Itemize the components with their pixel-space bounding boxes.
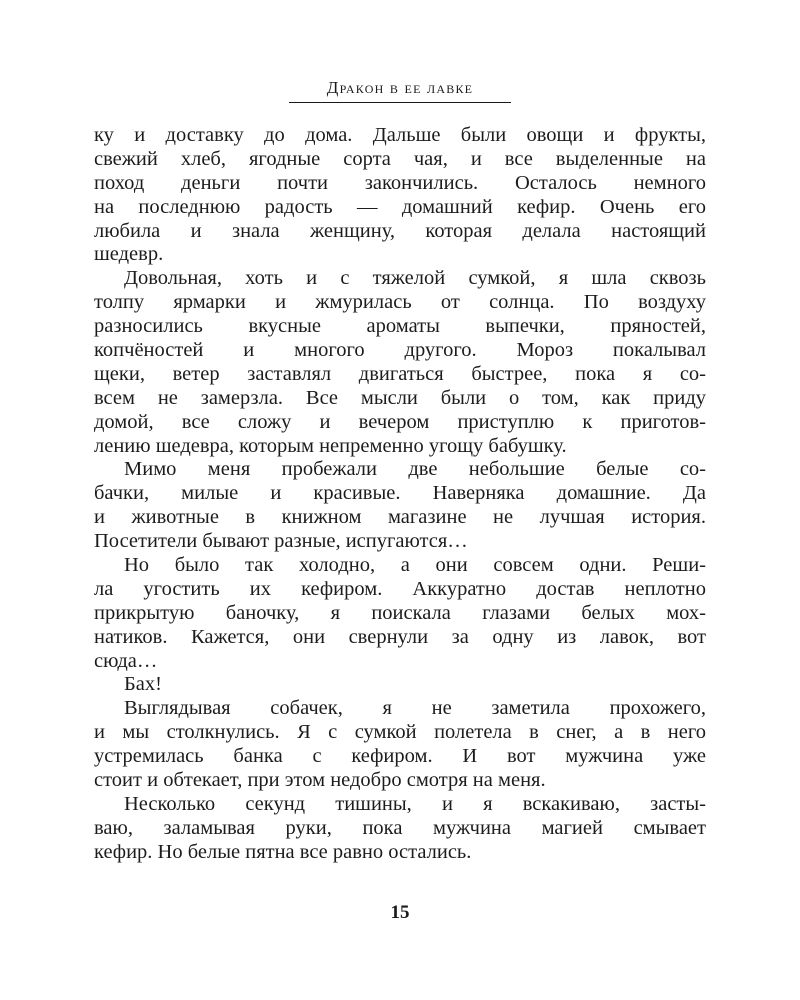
text-line: Довольная, хоть и с тяжелой сумкой, я шла сквозь: [124, 267, 706, 290]
text-line: лению шедевра, которым непременно угощу бабушку.: [94, 434, 567, 457]
text-line: свежий хлеб, ягодные сорта чая, и все выделенные на: [94, 147, 706, 170]
text-line: и мы столкнулись. Я с сумкой полетела в снег, а в него: [94, 721, 706, 744]
text-line: Но было так холодно, а они совсем одни. Реши-: [124, 554, 706, 577]
running-head: [0, 78, 800, 103]
text-line: устремилась банка с кефиром. И вот мужчина уже: [94, 745, 706, 768]
text-line: и животные в книжном магазине не лучшая история.: [94, 506, 706, 529]
text-line: разносились вкусные ароматы выпечки, пряностей,: [94, 315, 706, 338]
text-line: копчёностей и многого другого. Мороз покалывал: [94, 339, 706, 362]
text-line: ваю, заламывая руки, пока мужчина магией смывает: [94, 816, 706, 839]
text-line: Несколько секунд тишины, и я вскакиваю, засты-: [124, 792, 706, 815]
text-line: всем не замерзла. Все мысли были о том, как приду: [94, 386, 706, 409]
text-line: стоит и обтекает, при этом недобро смотря на меня.: [94, 769, 546, 792]
text-line: кефир. Но белые пятна все равно остались.: [94, 840, 472, 863]
text-line: щеки, ветер заставлял двигаться быстрее, пока я со-: [94, 362, 706, 385]
text-line: поход деньги почти закончились. Осталось немного: [94, 171, 706, 194]
text-line: Бах!: [124, 673, 162, 696]
text-line: любила и знала женщину, которая делала настоящий: [94, 219, 706, 242]
text-line: бачки, милые и красивые. Наверняка домашние. Да: [94, 482, 706, 505]
text-line: толпу ярмарки и жмурилась от солнца. По воздуху: [94, 291, 706, 314]
text-line: Мимо меня пробежали две небольшие белые со-: [124, 458, 706, 481]
text-line: на последнюю радость — домашний кефир. Очень его: [94, 195, 706, 218]
text-line: домой, все сложу и вечером приступлю к приготов-: [94, 410, 706, 433]
text-line: Выглядывая собачек, я не заметила прохожего,: [124, 697, 706, 720]
running-head-title: Дракон в ее лавке: [289, 78, 511, 103]
text-line: ла угостить их кефиром. Аккуратно достав неплотно: [94, 577, 706, 600]
text-line: прикрытую баночку, я поискала глазами белых мох-: [94, 601, 706, 624]
page-number: 15: [390, 902, 410, 923]
text-line: ку и доставку до дома. Дальше были овощи и фрукты,: [94, 124, 706, 146]
body-text: [94, 124, 706, 865]
text-line: натиков. Кажется, они свернули за одну из лавок, вот: [94, 625, 706, 648]
text-line: Посетители бывают разные, испугаются…: [94, 530, 468, 553]
text-line: шедевр.: [94, 243, 164, 266]
text-line: сюда…: [94, 649, 158, 672]
